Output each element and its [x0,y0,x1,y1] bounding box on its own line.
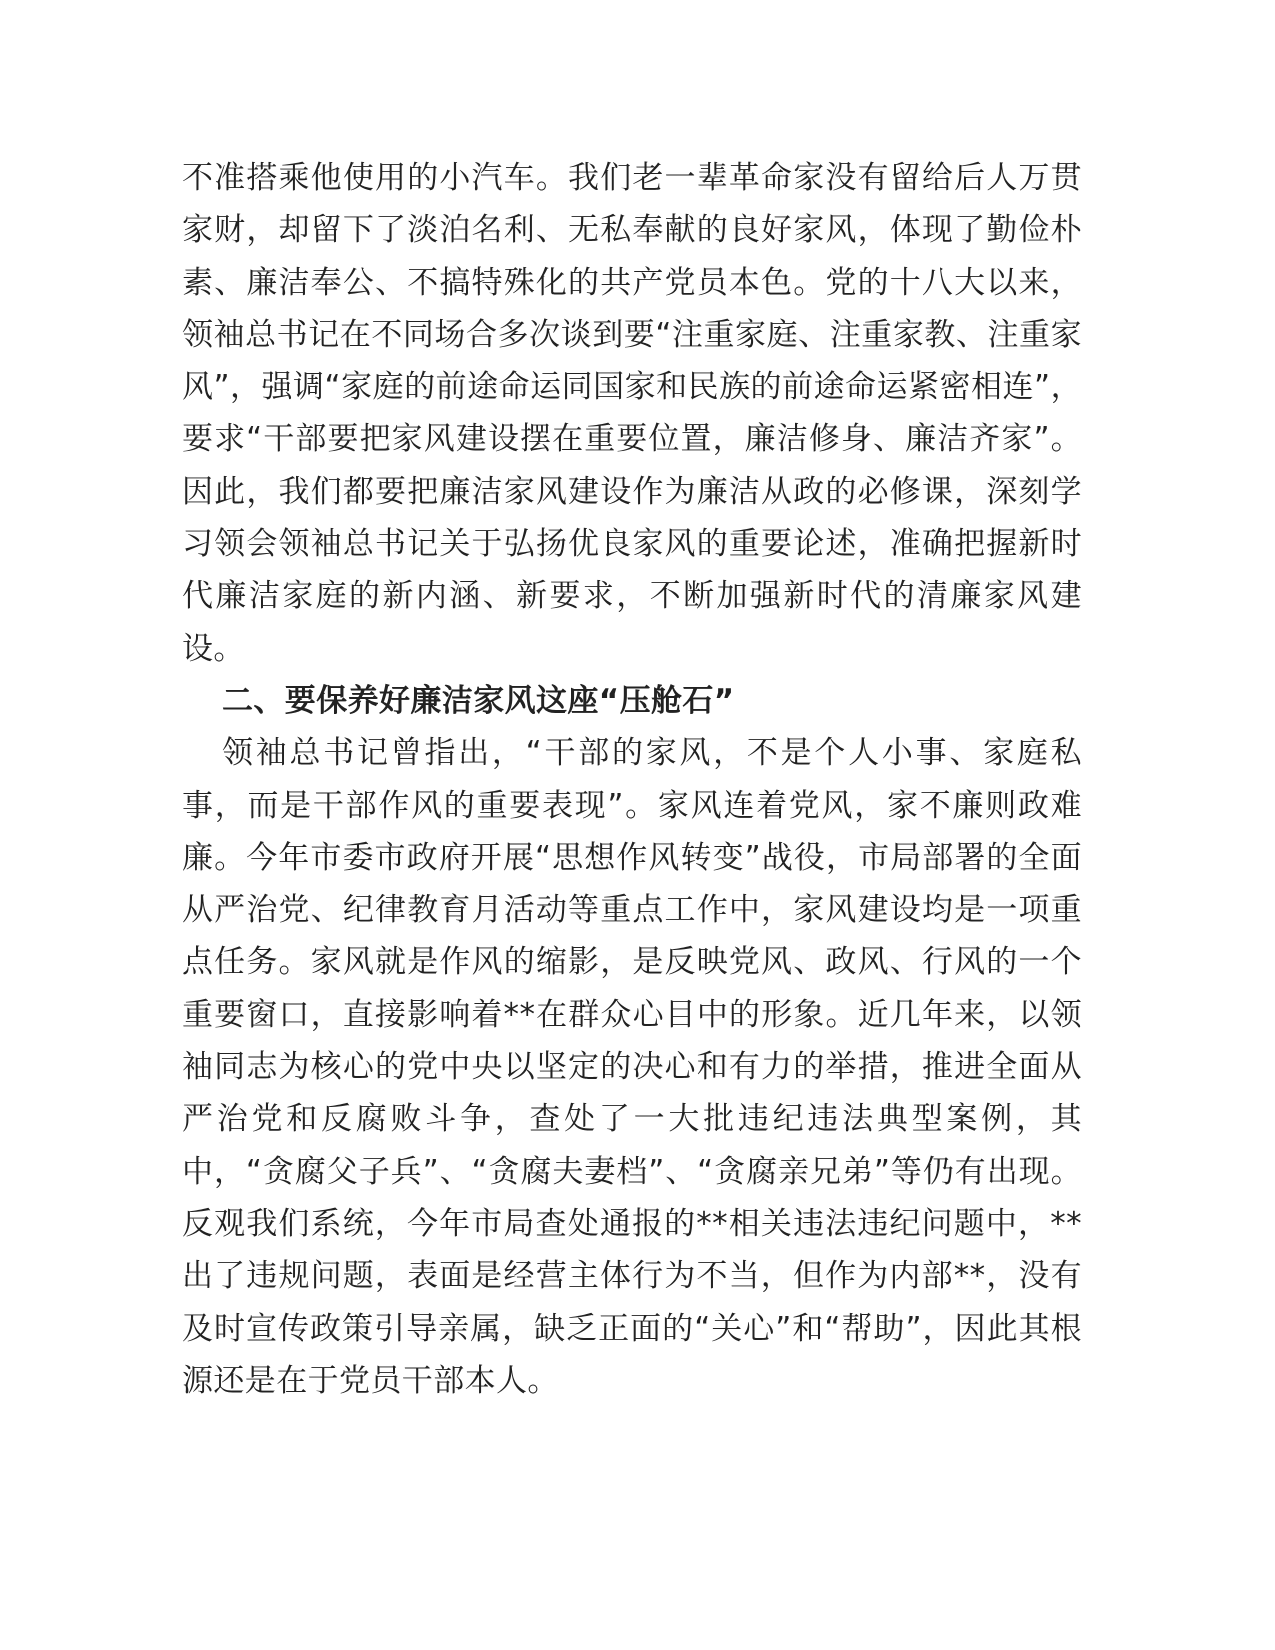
body-paragraph: 不准搭乘他使用的小汽车。我们老一辈革命家没有留给后人万贯家财，却留下了淡泊名利、无私奉献的良好家风，体现了勤俭朴素、廉洁奉公、不搞特殊化的共产党员本色。党的十八大以来，领袖总书记在不同场合多次谈到要“注重家庭、注重家教、注重家风”，强调“家庭的前途命运同国家和民族的前途命运紧密相连”，要求“干部要把家风建设摆在重要位置，廉洁修身、廉洁齐家”。因此，我们都要把廉洁家风建设作为廉洁从政的必修课，深刻学习领会领袖总书记关于弘扬优良家风的重要论述，准确把握新时代廉洁家庭的新内涵、新要求，不断加强新时代的清廉家风建设。 [182,160,1082,667]
body-paragraph: 领袖总书记曾指出，“干部的家风，不是个人小事、家庭私事，而是干部作风的重要表现”。家风连着党风，家不廉则政难廉。今年市委市政府开展“思想作风转变”战役，市局部署的全面从严治党、纪律教育月活动等重点工作中，家风建设均是一项重点任务。家风就是作风的缩影，是反映党风、政风、行风的一个重要窗口，直接影响着**在群众心目中的形象。近几年来，以领袖同志为核心的党中央以坚定的决心和有力的举措，推进全面从严治党和反腐败斗争，查处了一大批违纪违法典型案例，其中，“贪腐父子兵”、“贪腐夫妻档”、“贪腐亲兄弟”等仍有出现。反观我们系统，今年市局查处通报的**相关违法违纪问题中，**出了违规问题，表面是经营主体行为不当，但作为内部**，没有及时宣传政策引导亲属，缺乏正面的“关心”和“帮助”，因此其根源还是在于党员干部本人。 [182,735,1082,1399]
section-heading: 二、要保养好廉洁家风这座“压舱石” [222,682,735,719]
document-page [182,152,1082,1407]
